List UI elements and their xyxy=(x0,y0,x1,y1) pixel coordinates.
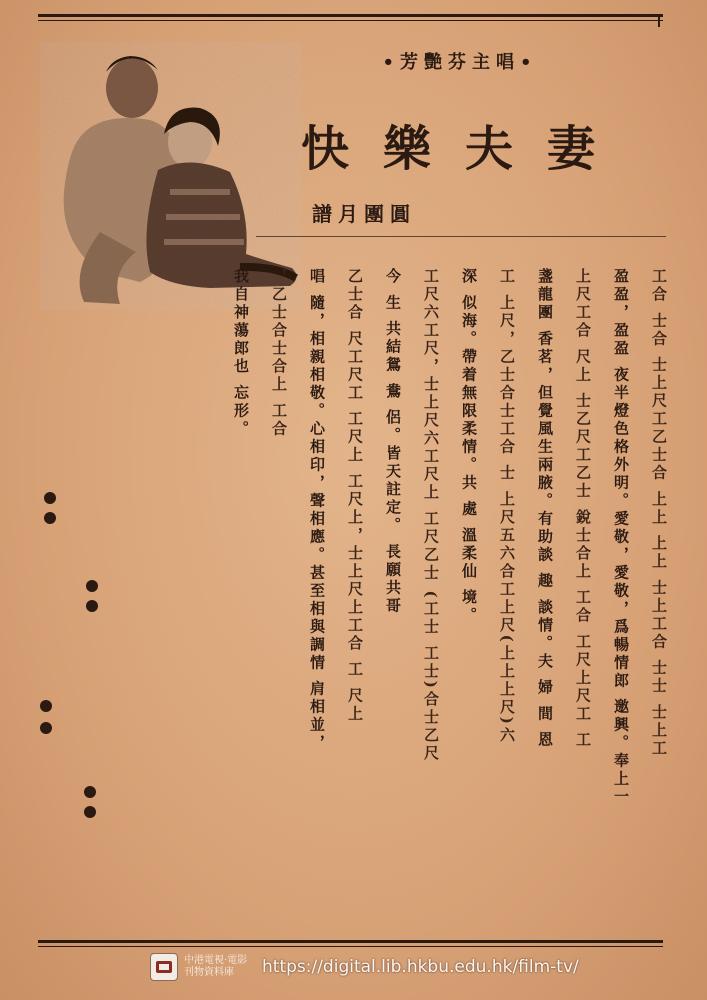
corner-mark xyxy=(658,17,660,27)
header-divider xyxy=(256,236,666,237)
lyric-column: 盞龍團 香茗，但覺風生兩腋。有助談 趣 談情。夫 婦 間 恩 xyxy=(536,268,554,750)
bottom-rule-thin xyxy=(38,946,663,947)
notation-column: 乙士合 尺工尺工 工尺上 工尺上，士上尺上工合 工 尺上 xyxy=(346,268,364,724)
library-logo-icon xyxy=(150,953,178,981)
song-title: 快樂夫妻 xyxy=(300,121,629,177)
notation-column: 上尺工合 尺上 士乙尺工乙士 銳士合上 工合 工尺上尺工 工 xyxy=(574,268,592,750)
binding-hole xyxy=(44,512,56,524)
binding-hole xyxy=(84,786,96,798)
lyric-column: 今 生 共結鴛 鴦 侶。皆天註定。 長願共哥 xyxy=(384,268,402,616)
lyric-column: 深 似海。帶着無限柔情。共 處 溫柔仙 境。 xyxy=(460,268,478,625)
notation-column: 工尺六工尺，士上尺六工尺上 工尺乙士 (工士 工士)合士乙尺 xyxy=(422,268,440,763)
top-rule-thin xyxy=(38,20,663,21)
binding-hole xyxy=(44,492,56,504)
top-rule xyxy=(38,14,663,17)
singer-credit: •芳艷芬主唱• xyxy=(382,52,538,73)
binding-hole xyxy=(40,722,52,734)
tune-name: 譜月團圓 xyxy=(312,202,416,226)
notation-column: 工 上尺，乙士合士工合 士 上尺五六合工上尺(上上上尺)六 xyxy=(498,268,516,745)
binding-hole xyxy=(40,700,52,712)
watermark xyxy=(150,950,690,984)
notation-column: ，乙士合士合上 工合 xyxy=(270,268,288,439)
lyric-column: 盈盈，盈盈 夜半燈色格外明。愛敬，愛敬，爲暢情郎 邀興。奉上一 xyxy=(612,268,630,807)
binding-hole xyxy=(86,600,98,612)
notation-column: 工合 士合 士上尺工乙士合 上上 上上 士上工合 士士 士上工 xyxy=(650,268,668,758)
binding-hole xyxy=(84,806,96,818)
library-url[interactable]: https://digital.lib.hkbu.edu.hk/film-tv/ xyxy=(262,957,579,977)
library-name: 中港電視·電影 刊物資料庫 xyxy=(184,955,248,978)
binding-hole xyxy=(86,580,98,592)
lyric-column: 唱 隨，相親相敬。心相印，聲相應。甚至相與調情 肩相並， xyxy=(308,268,326,753)
lyric-column: 我自神蕩郎也 忘形。 xyxy=(232,268,250,439)
lyrics-columns xyxy=(110,268,670,928)
bottom-rule xyxy=(38,940,663,943)
